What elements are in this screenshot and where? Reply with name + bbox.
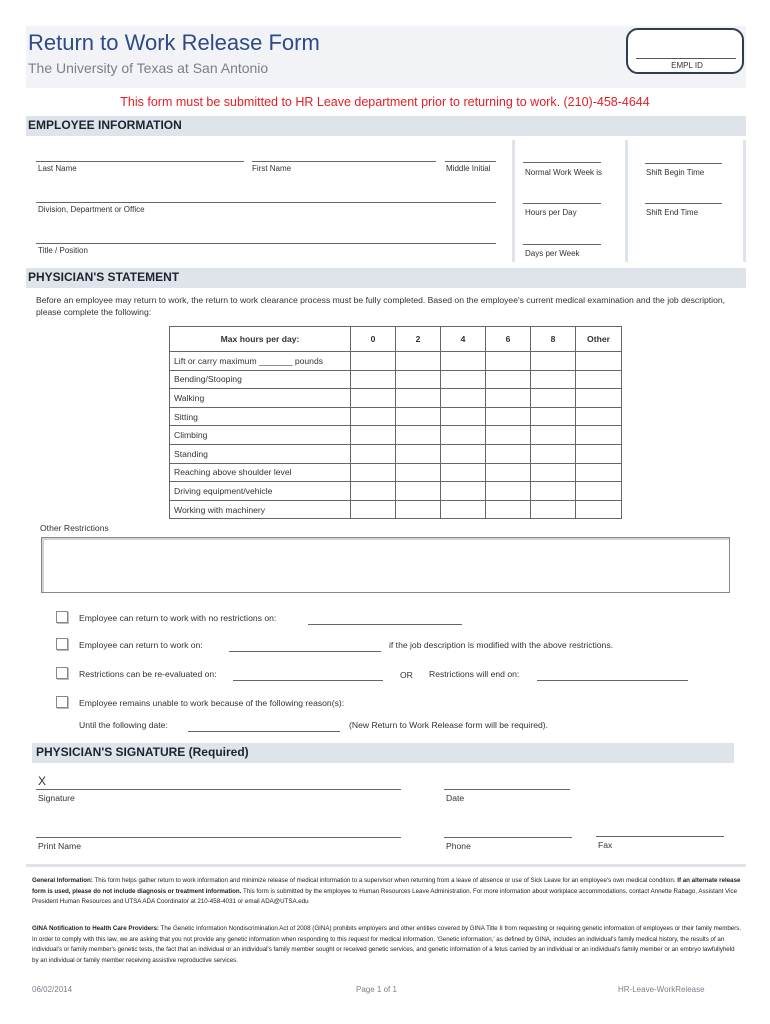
cell[interactable] bbox=[441, 407, 486, 426]
employee-info-right-edge bbox=[743, 140, 746, 262]
table-header-row bbox=[170, 327, 622, 352]
general-info-text2: This form is submitted by the employee to Human Resources Leave Administration. For more information about workplace accommodations, contact Annette Rabago, Assistant Vice President Human Resources and UTSA ADA Coordinator at 210-458-4031 or email ADA@UTSA.edu bbox=[32, 887, 738, 906]
until-date-line[interactable] bbox=[188, 731, 340, 732]
if-modified-label: if the job description is modified with the above restrictions. bbox=[389, 640, 614, 650]
return-on-checkbox[interactable] bbox=[56, 638, 68, 650]
general-info-bold: If an alternate release form is used, please do not include diagnosis or treatment information. bbox=[32, 877, 741, 895]
shift-end-line[interactable] bbox=[645, 203, 722, 204]
print-name-line[interactable] bbox=[36, 837, 401, 838]
cell[interactable] bbox=[576, 352, 622, 371]
signature-section-title: PHYSICIAN'S SIGNATURE (Required) bbox=[36, 745, 249, 759]
cell[interactable] bbox=[486, 482, 531, 501]
empl-id-box[interactable] bbox=[626, 28, 744, 74]
cell[interactable] bbox=[486, 370, 531, 389]
cell[interactable] bbox=[576, 444, 622, 463]
cell[interactable] bbox=[486, 407, 531, 426]
days-per-week-line[interactable] bbox=[523, 244, 601, 245]
empl-id-label: EMPL ID bbox=[671, 61, 703, 70]
division-label: Division, Department or Office bbox=[38, 205, 145, 214]
activity-sitting: Sitting bbox=[170, 407, 351, 426]
unable-checkbox[interactable] bbox=[56, 696, 68, 708]
activity-reaching: Reaching above shoulder level bbox=[170, 463, 351, 482]
activity-walking: Walking bbox=[170, 389, 351, 408]
header-8: 8 bbox=[531, 327, 576, 352]
division-line[interactable] bbox=[36, 202, 496, 203]
title-position-line[interactable] bbox=[36, 243, 496, 244]
days-per-week-label: Days per Week bbox=[525, 249, 580, 258]
activity-bending: Bending/Stooping bbox=[170, 370, 351, 389]
cell[interactable] bbox=[486, 500, 531, 519]
cell[interactable] bbox=[396, 407, 441, 426]
cell[interactable] bbox=[396, 444, 441, 463]
re-evaluated-date-line[interactable] bbox=[233, 680, 383, 681]
phone-label: Phone bbox=[446, 841, 471, 851]
header-4: 4 bbox=[441, 327, 486, 352]
cell[interactable] bbox=[351, 370, 396, 389]
table-row bbox=[170, 482, 622, 501]
cell[interactable] bbox=[396, 389, 441, 408]
restrictions-table bbox=[169, 326, 622, 519]
cell[interactable] bbox=[531, 444, 576, 463]
unable-label: Employee remains unable to work because of the following reason(s): bbox=[79, 698, 345, 708]
cell[interactable] bbox=[576, 407, 622, 426]
physician-intro: Before an employee may return to work, the return to work clearance process must be fully completed. Based on the employee's current medical examination and the job description, please complete the following: bbox=[36, 295, 726, 317]
normal-work-week-label: Normal Work Week is bbox=[525, 168, 603, 177]
gina-paragraph bbox=[32, 924, 742, 966]
cell[interactable] bbox=[576, 389, 622, 408]
hours-per-day-line[interactable] bbox=[523, 203, 601, 204]
end-on-label: Restrictions will end on: bbox=[429, 669, 520, 679]
general-info-paragraph bbox=[32, 876, 742, 908]
employee-info-title: EMPLOYEE INFORMATION bbox=[28, 118, 182, 132]
footer-form-id: HR-Leave-WorkRelease bbox=[618, 985, 705, 994]
header-6: 6 bbox=[486, 327, 531, 352]
cell[interactable] bbox=[486, 426, 531, 445]
employee-info-divider bbox=[512, 140, 515, 262]
cell[interactable] bbox=[576, 463, 622, 482]
cell[interactable] bbox=[351, 444, 396, 463]
cell[interactable] bbox=[486, 352, 531, 371]
header-max-hours: Max hours per day: bbox=[170, 327, 351, 352]
first-name-line[interactable] bbox=[252, 161, 436, 162]
table-row bbox=[170, 352, 622, 371]
general-info-heading: General Information: bbox=[32, 877, 93, 884]
last-name-label: Last Name bbox=[38, 164, 77, 173]
middle-initial-label: Middle Initial bbox=[446, 164, 491, 173]
cell[interactable] bbox=[441, 482, 486, 501]
table-row bbox=[170, 407, 622, 426]
cell[interactable] bbox=[441, 426, 486, 445]
employee-info-bar bbox=[26, 116, 746, 136]
cell[interactable] bbox=[531, 389, 576, 408]
divider bbox=[26, 864, 746, 867]
activity-standing: Standing bbox=[170, 444, 351, 463]
phone-line[interactable] bbox=[444, 837, 572, 838]
shift-begin-line[interactable] bbox=[645, 163, 722, 164]
cell[interactable] bbox=[441, 389, 486, 408]
header-0: 0 bbox=[351, 327, 396, 352]
or-label: OR bbox=[400, 670, 413, 680]
form-title: Return to Work Release Form bbox=[28, 30, 320, 55]
table-row bbox=[170, 463, 622, 482]
shift-divider bbox=[625, 140, 628, 262]
cell[interactable] bbox=[351, 482, 396, 501]
table-row bbox=[170, 500, 622, 519]
cell[interactable] bbox=[576, 426, 622, 445]
other-restrictions-textarea[interactable] bbox=[41, 537, 730, 593]
title-position-label: Title / Position bbox=[38, 246, 88, 255]
gina-text: The Genetic Information Nondiscrimination Act of 2008 (GINA) prohibits employers and other entities covered by GINA Title II from requesting or requiring genetic information of employees or their family members. In order to comply with this law, we are asking that you not provide any genetic information when responding to this request for medical information. 'Genetic information,' as defined by GINA, includes an individual's family medical history, the results of an individual's or family member's genetic tests, the fact that an individual or an individual's family member sought or received genetic services, and genetic information of a fetus carried by an individual or an individual's family member or an embryo lawfullyheld by an individual or family member receiving assistive reproductive services. bbox=[32, 925, 742, 964]
cell[interactable] bbox=[576, 482, 622, 501]
cell[interactable] bbox=[486, 389, 531, 408]
cell[interactable] bbox=[351, 500, 396, 519]
first-name-label: First Name bbox=[252, 164, 292, 173]
submission-notice: This form must be submitted to HR Leave department prior to returning to work. (210)-458-4644 bbox=[120, 95, 650, 109]
cell[interactable] bbox=[441, 463, 486, 482]
normal-work-week-line[interactable] bbox=[523, 162, 601, 163]
footer-page: Page 1 of 1 bbox=[356, 985, 397, 994]
table-row bbox=[170, 370, 622, 389]
general-info-text1: This form helps gather return to work information and minimize release of medical information to a supervisor when returning from a leave of absence or use of Sick Leave for an employee's own medical condition. bbox=[92, 877, 678, 884]
print-name-label: Print Name bbox=[38, 841, 81, 851]
cell[interactable] bbox=[576, 500, 622, 519]
other-restrictions-label: Other Restrictions bbox=[40, 523, 109, 533]
cell[interactable] bbox=[351, 389, 396, 408]
cell[interactable] bbox=[351, 463, 396, 482]
gina-heading: GINA Notification to Health Care Providers: bbox=[32, 925, 159, 932]
re-evaluated-checkbox[interactable] bbox=[56, 667, 68, 679]
university-name: The University of Texas at San Antonio bbox=[28, 60, 269, 76]
shift-begin-label: Shift Begin Time bbox=[646, 168, 705, 177]
cell[interactable] bbox=[396, 352, 441, 371]
table-row bbox=[170, 426, 622, 445]
cell[interactable] bbox=[396, 426, 441, 445]
cell[interactable] bbox=[531, 482, 576, 501]
re-evaluated-label: Restrictions can be re-evaluated on: bbox=[79, 669, 217, 679]
fax-line[interactable] bbox=[596, 836, 724, 837]
until-label: Until the following date: bbox=[79, 720, 168, 730]
header-other: Other bbox=[576, 327, 622, 352]
shift-end-label: Shift End Time bbox=[646, 208, 699, 217]
cell[interactable] bbox=[486, 444, 531, 463]
cell[interactable] bbox=[441, 370, 486, 389]
cell[interactable] bbox=[351, 352, 396, 371]
hours-per-day-label: Hours per Day bbox=[525, 208, 577, 217]
new-form-label: (New Return to Work Release form will be required). bbox=[349, 720, 548, 730]
return-on-date-line[interactable] bbox=[229, 651, 381, 652]
empl-id-line bbox=[636, 58, 736, 59]
cell[interactable] bbox=[351, 426, 396, 445]
no-restrictions-label: Employee can return to work with no restrictions on: bbox=[79, 613, 277, 623]
date-line[interactable] bbox=[444, 789, 570, 790]
cell[interactable] bbox=[531, 407, 576, 426]
cell[interactable] bbox=[351, 407, 396, 426]
cell[interactable] bbox=[396, 370, 441, 389]
cell[interactable] bbox=[441, 500, 486, 519]
physician-statement-title: PHYSICIAN'S STATEMENT bbox=[28, 270, 180, 284]
cell[interactable] bbox=[396, 500, 441, 519]
physician-statement-bar bbox=[26, 268, 746, 288]
end-on-date-line[interactable] bbox=[537, 680, 688, 681]
cell[interactable] bbox=[396, 482, 441, 501]
no-restrictions-date-line[interactable] bbox=[308, 624, 462, 625]
table-row bbox=[170, 389, 622, 408]
cell[interactable] bbox=[576, 370, 622, 389]
activity-lift: Lift or carry maximum _______ pounds bbox=[170, 352, 351, 371]
cell[interactable] bbox=[531, 463, 576, 482]
cell[interactable] bbox=[531, 426, 576, 445]
header-2: 2 bbox=[396, 327, 441, 352]
cell[interactable] bbox=[441, 352, 486, 371]
signature-bar bbox=[32, 743, 734, 763]
return-on-label: Employee can return to work on: bbox=[79, 640, 203, 650]
date-label: Date bbox=[446, 793, 465, 803]
cell[interactable] bbox=[531, 370, 576, 389]
table-row bbox=[170, 444, 622, 463]
activity-driving: Driving equipment/vehicle bbox=[170, 482, 351, 501]
signature-x-mark: X bbox=[38, 774, 47, 788]
activity-machinery: Working with machinery bbox=[170, 500, 351, 519]
cell[interactable] bbox=[396, 463, 441, 482]
activity-climbing: Climbing bbox=[170, 426, 351, 445]
last-name-line[interactable] bbox=[36, 161, 244, 162]
signature-label: Signature bbox=[38, 793, 75, 803]
cell[interactable] bbox=[531, 352, 576, 371]
no-restrictions-checkbox[interactable] bbox=[56, 611, 68, 623]
signature-line[interactable] bbox=[36, 789, 401, 790]
middle-initial-line[interactable] bbox=[445, 161, 496, 162]
cell[interactable] bbox=[486, 463, 531, 482]
footer-date: 06/02/2014 bbox=[32, 985, 73, 994]
fax-label: Fax bbox=[598, 840, 613, 850]
cell[interactable] bbox=[531, 500, 576, 519]
cell[interactable] bbox=[441, 444, 486, 463]
